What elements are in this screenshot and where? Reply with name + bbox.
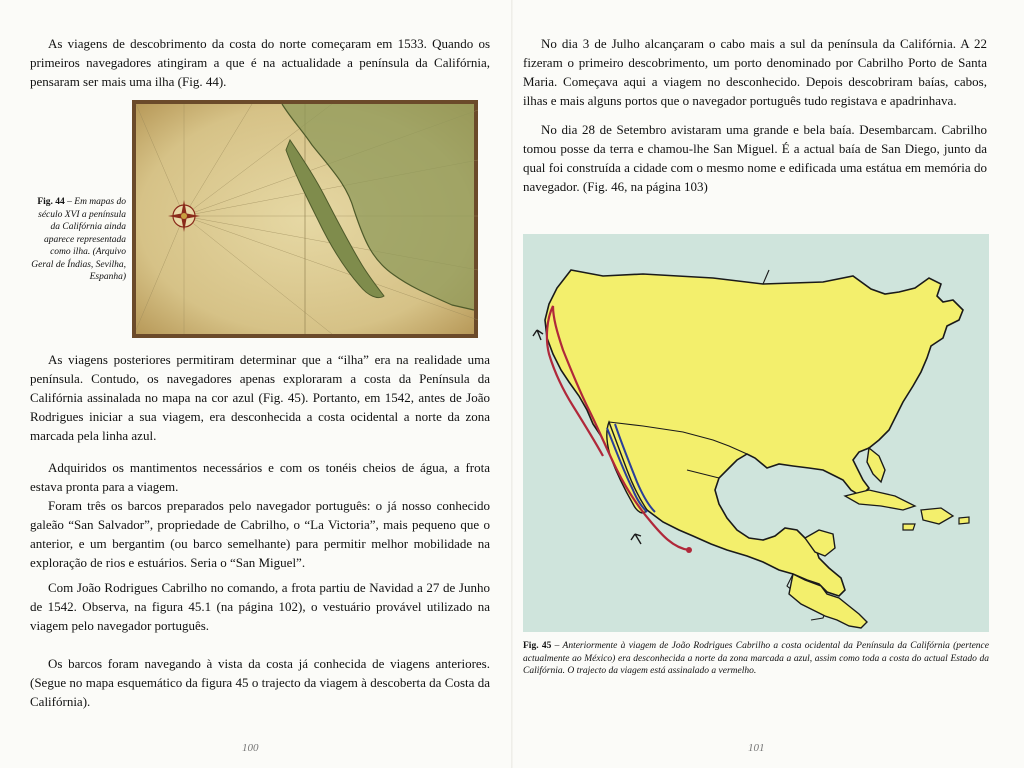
figure-45-caption (523, 640, 989, 678)
figure-45-route-map (523, 234, 989, 632)
book-gutter (511, 0, 513, 768)
left-paragraph-4: Foram três os barcos preparados pelo navegador português: o já nosso conhecido galeão “San Salvador”, propriedade de Cabrilho, o “La Victoria”, mais pequeno que o anterior, e um bergantim (ou barco semelhante) para permitir melhor mobilidade na exploração de rios e estuários. Seria o “San Miguel”. (30, 498, 490, 570)
right-paragraph-1: No dia 3 de Julho alcançaram o cabo mais a sul da península da Califórnia. A 22 fizeram o primeiro descobrimento, um porto denominado por Cabrilho Porto de Santa Maria. Começava aqui a viagem no desconhecido. Depois descobriram baías, cabos, ilhas e mais alguns portos que o navegador português tudo registava e apadrinhava. (523, 36, 987, 108)
left-paragraph-6: Os barcos foram navegando à vista da costa já conhecida de viagens anteriores. (Segue no mapa esquemático da figura 45 o trajecto da viagem à descoberta da Costa da Califórnia). (30, 656, 490, 709)
map-land-jamaica (903, 524, 915, 530)
left-page-number: 100 (242, 742, 259, 754)
left-paragraph-5: Com João Rodrigues Cabrilho no comando, a frota partiu de Navidad a 27 de Junho de 1542. Observa, na figura 45.1 (na página 102), o vestuário provável utilizado na viagem pelo navegador português. (30, 580, 490, 633)
right-page-number: 101 (748, 742, 765, 754)
left-paragraph-1: As viagens de descobrimento da costa do norte começaram em 1533. Quando os primeiros navegadores atingiram a que é na actualidade a península da Califórnia, pensaram ser mais uma ilha (Fig. 44). (30, 36, 490, 89)
figure-45-caption-text: – Anteriormente à viagem de João Rodrigues Cabrilho a costa ocidental da Península da Califórnia (pertence actualmente ao México) era desconhecida a norte da zona marcada a azul, assim como toda a costa do actual Estado da Califórnia. O trajecto da viagem está assinalado a vermelho. (523, 641, 989, 676)
figure-45-label: Fig. 45 (523, 641, 552, 651)
figure-44-caption (30, 196, 126, 284)
left-paragraph-2: As viagens posteriores permitiram determinar que a “ilha” era na realidade uma península. Contudo, os navegadores apenas exploraram a costa da Península da Califórnia assinalada no mapa na cor azul (Fig. 45). Portanto, em 1542, antes de João Rodrigues iniciar a sua viagem, era desconhecida a costa ocidental a norte da zona marcada pela linha azul. (30, 352, 490, 443)
figure-44-old-map (132, 100, 478, 338)
route-map-image (523, 234, 989, 632)
map-land-puerto-rico (959, 517, 969, 524)
navidad-start-point (686, 547, 692, 553)
left-paragraph-3: Adquiridos os mantimentos necessários e com os tonéis cheios de água, a frota estava pronta para a viagem. (30, 460, 490, 494)
figure-44-caption-text: – Em mapas do século XVI a península da Califórnia ainda aparece representada como ilha. (Arquivo Geral de Índias, Sevilha, Espanha) (31, 197, 126, 282)
right-paragraph-2: No dia 28 de Setembro avistaram uma grande e bela baía. Desembarcam. Cabrilho tomou posse da terra e chamou-lhe San Miguel. É a actual baía de San Diego, junto da qual foi construída a cidade com o mesmo nome e edificada uma estátua em memória do navegador. (Fig. 46, na página 103) (523, 122, 987, 194)
figure-44-label: Fig. 44 (37, 197, 65, 207)
old-map-image (132, 100, 478, 338)
